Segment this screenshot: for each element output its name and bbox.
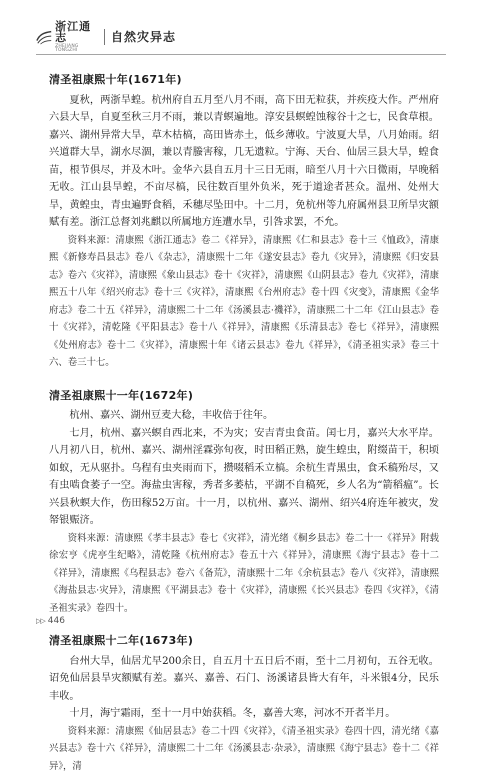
page-marker-icon: ▷▷	[36, 617, 45, 625]
record-paragraph: 七月，杭州、嘉兴螟自西北来，不为灾；安吉青虫食苗。闰七月，嘉兴大水平岸。八月初八日，杭州、嘉兴、湖州淫霖弥旬夜，时田稻正熟，旋生蝗虫，附缀苗干，积顷如蚁，无从驱扑。乌程有虫夹雨而下，攒啜稻禾立槁。余杭生青黑虫，食禾稿殆尽，又有虫啮食萎子一空。海盐虫害稼，秀者多萎枯，平湖不自稿死，乡人名为“箭稻瘟”。长兴县秋螟大作，伤田稼52万亩。十一月，以杭州、嘉兴、湖州、绍兴4府连年被灾，发帑银赈济。	[49, 425, 439, 530]
page-footer	[36, 616, 65, 626]
record-paragraph: 夏秋，两浙旱蝗。杭州府自五月至八月不雨，高下田无粒获，并疾疫大作。严州府六县大旱，自夏至秋三月不雨，兼以青螟遍地。淳安县螟蝗蚀稼谷十之七，民食草根。嘉兴、湖州异常大旱，草木枯槁，高田皆赤土，低乡薄收。宁波夏大旱，八月始雨。绍兴道群大旱，湖水尽涸，兼以青螣害稼，几无遗粒。宁海、天台、仙居三县大旱，蝗食苗，根节俱尽，并及木叶。金华六县自五月十三日无雨，暗至八月十六日微雨，早晚稻无收。江山县旱蝗，不亩尽槁，民往数百里外负米，死于道途者甚众。温州、处州大旱，黄蝗虫，青虫遍野食稻，禾穗尽坠田中。十二月，免杭州等九府属州县卫所旱灾额赋有差。浙江总督刘兆麒以所属地方连遭水旱，引咎求罢，不允。	[49, 92, 439, 232]
page-number: 446	[48, 616, 65, 626]
source-note: 资料来源：清康熙《浙江通志》卷二《祥异》，清康熙《仁和县志》卷十三《恤政》，清康熙《新修寿昌县志》卷八《杂志》，清康熙十二年《遂安县志》卷九《灾异》，清康熙《归安县志》卷六《灾祥》，清康熙《象山县志》卷十《灾祥》，清康熙《山阴县志》卷九《灾祥》，清康熙五十八年《绍兴府志》卷十三《灾祥》，清康熙《台州府志》卷十四《灾变》，清康熙《金华府志》卷二十五《祥异》，清康熙二十二年《汤溪县志·禨祥》，清康熙二十二年《江山县志》卷十《灾祥》，清乾隆《平阳县志》卷十八《祥异》，清康熙《乐清县志》卷七《祥异》，清康熙《处州府志》卷十二《灾祥》，清康熙十年《诸云县志》卷九《祥异》，《清圣祖实录》卷三十六、卷三十七。	[49, 232, 439, 372]
header-rule	[36, 54, 446, 55]
header-divider	[104, 29, 105, 45]
page-header	[0, 0, 480, 56]
section-title: 自然灾异志	[111, 28, 176, 45]
record-paragraph: 十月，海宁霜雨，至十一月中始获稻。冬，嘉善大寒，河冰不开者半月。	[49, 705, 439, 723]
record-paragraph: 台州大旱，仙居尤早200余日，自五月十五日后不雨，至十二月初旬，五谷无收。诏免仙居县旱灾额赋有差。嘉兴、嘉善、石门、汤溪诸县皆大有年，斗米银4分，民乐丰收。	[49, 653, 439, 706]
main-content	[49, 68, 439, 775]
record-paragraph: 杭州、嘉兴、湖州豆麦大稔，丰收倍于往年。	[49, 407, 439, 425]
year-heading: 清圣祖康熙十二年(1673年)	[49, 632, 439, 650]
year-heading: 清圣祖康熙十年(1671年)	[49, 71, 439, 89]
year-heading: 清圣祖康熙十一年(1672年)	[49, 387, 439, 405]
logo-subtitle: ZHEJIANG TONGZHI	[55, 45, 98, 54]
source-note: 资料来源：清康熙《仙居县志》卷二十四《灾祥》，《清圣祖实录》卷四十四，清光绪《嘉兴县志》卷十六《祥异》，清康熙二十二年《汤溪县志·杂录》，清康熙《海宁县志》卷十二《祥异》，清	[49, 723, 439, 775]
wave-emblem-icon	[36, 28, 52, 46]
zhejiang-tongzhi-logo	[36, 24, 98, 50]
logo-title: 浙江通志	[55, 21, 98, 43]
source-note: 资料来源：清康熙《孝丰县志》卷七《灾祥》，清光绪《桐乡县志》卷二十一《祥异》附载徐宏亨《虎亭生纪略》，清乾隆《杭州府志》卷五十六《祥异》，清康熙《海宁县志》卷十二《祥异》，清康熙《乌程县志》卷六《备荒》，清康熙十二年《余杭县志》卷八《灾祥》，清康熙《海盐县志·灾异》，清康熙《平湖县志》卷十《灾祥》，清康熙《长兴县志》卷四《灾祥》，《清圣祖实录》卷四十。	[49, 530, 439, 618]
